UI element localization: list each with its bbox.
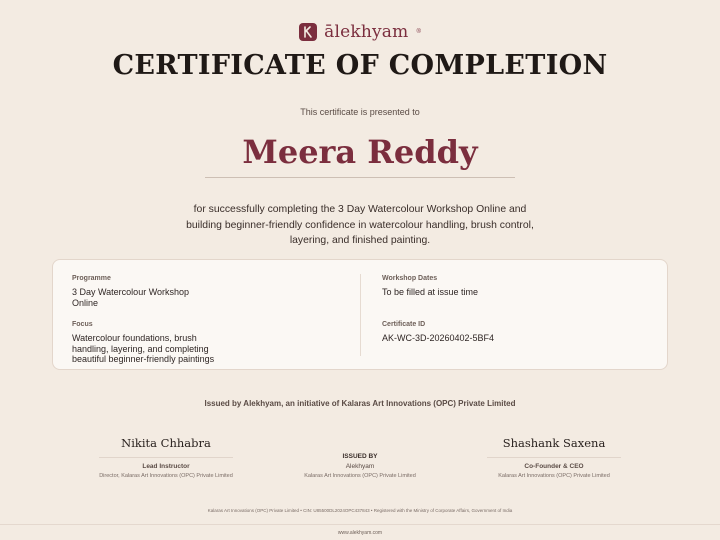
- dates-value: To be filled at issue time: [382, 287, 479, 297]
- programme-field: [72, 275, 212, 308]
- completion-statement: for successfully completing the 3 Day Watercolour Workshop Online and building beginner-friendly confidence in watercolour handling, brush control, layering, and finished painting.: [186, 204, 534, 246]
- brand-registered-mark: ®: [416, 29, 421, 35]
- signatory-right-name: Shashank Saxena: [502, 436, 606, 450]
- programme-label: Programme: [72, 275, 111, 282]
- footer-divider: [0, 524, 720, 525]
- footer-legal-text: Kalaras Art Innovations (OPC) Private Limited • CIN: U85500DL2024OPC437843 • Registered with the Ministry of Corporate Affairs, Government of India: [207, 508, 513, 513]
- signatory-right-role: Co-Founder & CEO: [524, 463, 584, 470]
- issuer-name: Alekhyam: [345, 463, 375, 470]
- dates-field: [382, 275, 492, 298]
- certificate-title: CERTIFICATE OF COMPLETION: [112, 50, 608, 81]
- presented-text: This certificate is presented to: [300, 107, 420, 117]
- signature-line: [487, 457, 621, 458]
- signatory-left-role: Lead Instructor: [142, 463, 190, 470]
- footer-website-link[interactable]: www.alekhyam.com: [337, 530, 383, 536]
- recipient-name: Meera Reddy: [242, 133, 478, 171]
- dates-label: Workshop Dates: [382, 275, 438, 282]
- focus-value: Watercolour foundations, brush handling, layering, and completing beautiful beginner-friendly paintings: [72, 333, 215, 364]
- certificate-id-label: Certificate ID: [382, 321, 426, 328]
- signature-line: [99, 457, 233, 458]
- signatory-left: [95, 436, 237, 479]
- brush-logo-icon: [299, 23, 317, 41]
- certificate-id-value: AK-WC-3D-20260402-5BF4: [382, 333, 495, 343]
- issued-by-line: Issued by Alekhyam, an initiative of Kalaras Art Innovations (OPC) Private Limited: [204, 399, 516, 408]
- card-divider: [360, 274, 361, 356]
- signatory-left-name: Nikita Chhabra: [121, 436, 211, 450]
- programme-value: 3 Day Watercolour Workshop Online: [72, 287, 190, 308]
- signatory-right-org: Kalaras Art Innovations (OPC) Private Limited: [498, 473, 610, 479]
- details-card: [52, 259, 668, 370]
- certificate-id-field: [382, 321, 494, 344]
- focus-field: [72, 321, 232, 365]
- brand-name: ālekhyam: [324, 22, 409, 42]
- signatory-right: [483, 436, 625, 479]
- focus-label: Focus: [72, 321, 93, 328]
- issuer-block: [280, 453, 440, 479]
- brand-logo: [0, 22, 720, 42]
- issuer-org: Kalaras Art Innovations (OPC) Private Limited: [304, 473, 416, 479]
- issued-by-label: ISSUED BY: [342, 453, 378, 460]
- name-divider: [205, 177, 515, 178]
- signatory-left-org: Director, Kalaras Art Innovations (OPC) Private Limited: [99, 473, 233, 479]
